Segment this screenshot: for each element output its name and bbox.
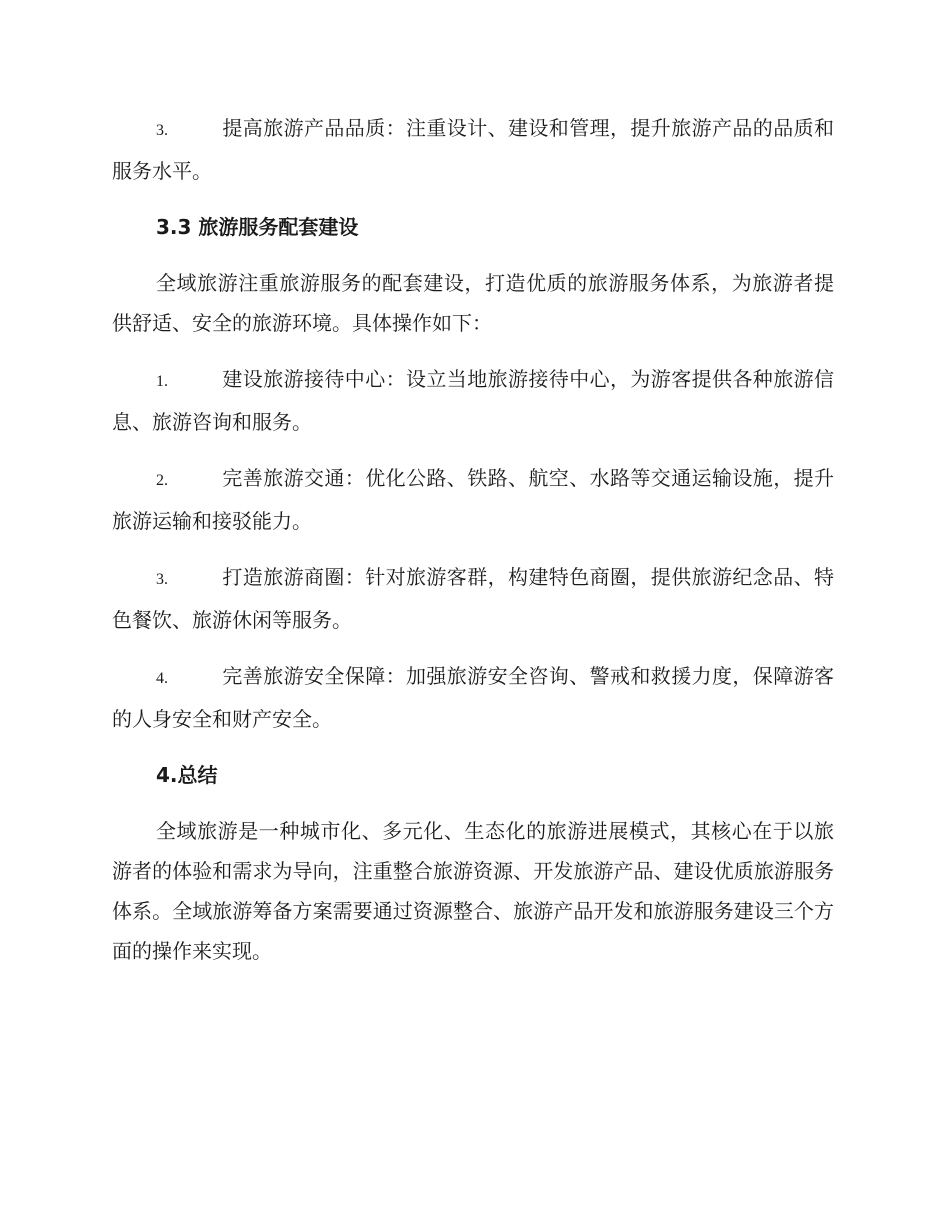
list-text: 建设旅游接待中心：设立当地旅游接待中心，为游客提供各种旅游信息、旅游咨询和服务。 — [112, 367, 834, 434]
list-item — [112, 108, 834, 191]
list-text: 打造旅游商圈：针对旅游客群，构建特色商圈，提供旅游纪念品、特色餐饮、旅游休闲等服务。 — [112, 565, 834, 632]
document-page — [112, 108, 834, 987]
list-item — [112, 656, 834, 739]
list-item — [112, 458, 834, 541]
list-text: 提高旅游产品品质：注重设计、建设和管理，提升旅游产品的品质和服务水平。 — [112, 116, 834, 183]
list-number: 2. — [156, 472, 168, 489]
summary-paragraph: 全域旅游是一种城市化、多元化、生态化的旅游进展模式，其核心在于以旅游者的体验和需求为导向，注重整合旅游资源、开发旅游产品、建设优质旅游服务体系。全域旅游筹备方案需要通过资源整合、旅游产品开发和旅游服务建设三个方面的操作来实现。 — [112, 819, 834, 963]
section-heading-3-3: 3.3 旅游服务配套建设 — [156, 215, 359, 239]
list-number: 3. — [156, 122, 168, 139]
section-heading-4: 4.总结 — [156, 763, 218, 787]
list-text: 完善旅游安全保障：加强旅游安全咨询、警戒和救援力度，保障游客的人身安全和财产安全。 — [112, 664, 834, 731]
list-item — [112, 557, 834, 640]
list-number: 3. — [156, 571, 168, 588]
section-intro: 全域旅游注重旅游服务的配套建设，打造优质的旅游服务体系，为旅游者提供舒适、安全的旅游环境。具体操作如下： — [112, 271, 834, 335]
list-text: 完善旅游交通：优化公路、铁路、航空、水路等交通运输设施，提升旅游运输和接驳能力。 — [112, 466, 834, 533]
list-item — [112, 359, 834, 442]
list-number: 4. — [156, 670, 168, 687]
list-number: 1. — [156, 373, 168, 390]
